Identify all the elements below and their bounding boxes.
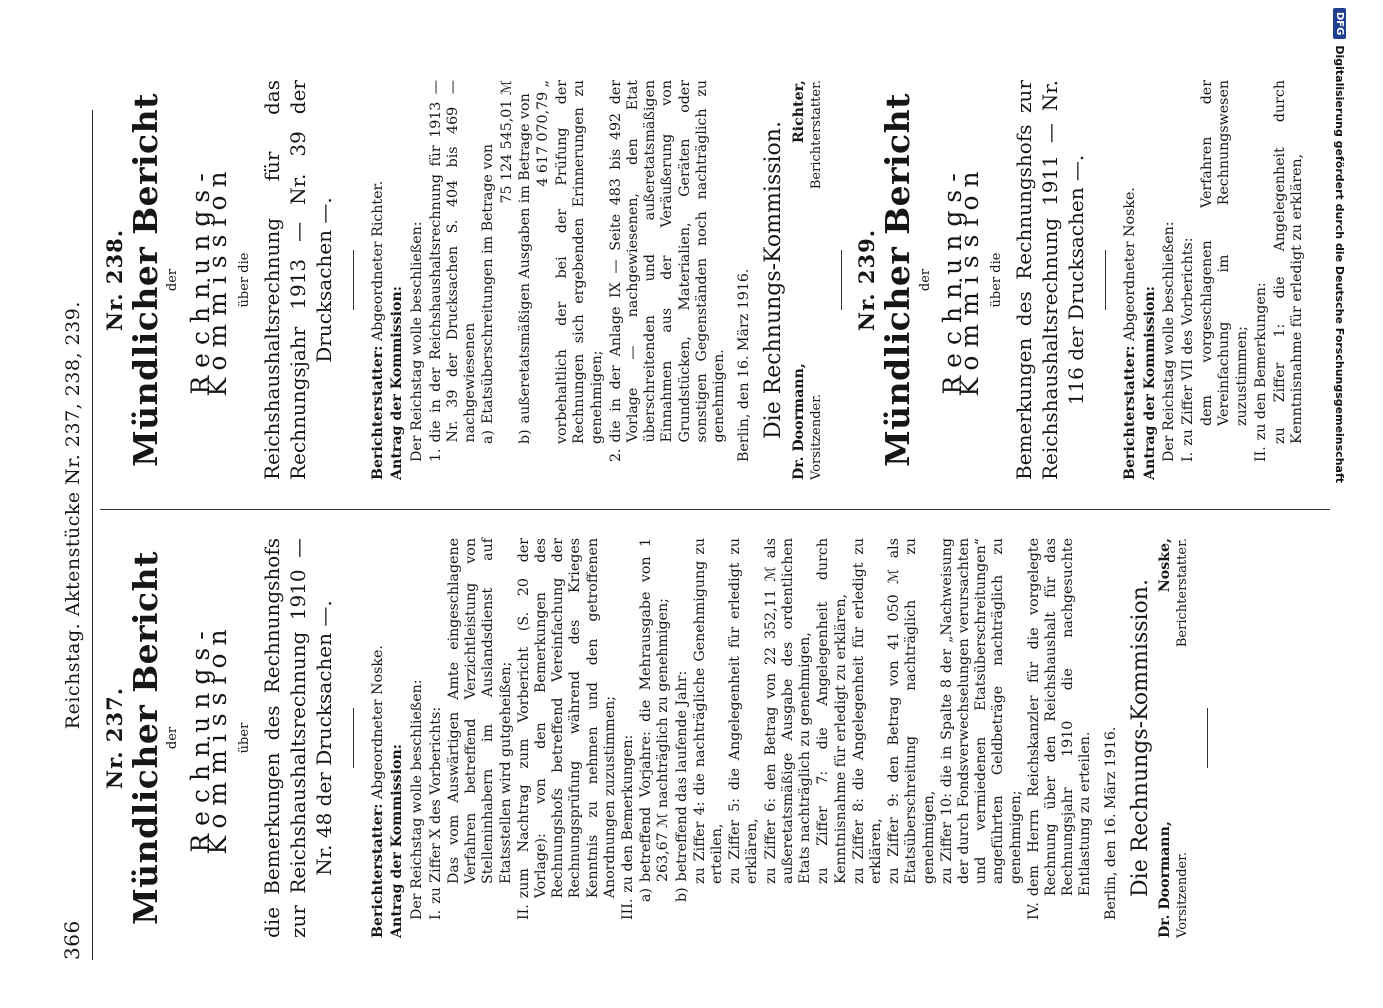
short-rule xyxy=(353,250,354,310)
resolution-intro: Der Reichstag wolle beschließen: xyxy=(1160,221,1177,462)
list-item: zu Ziffer 1: die Angelegenheit durch Kenntnisnahme für erledigt zu erklären, xyxy=(1271,80,1306,444)
antrag-label: Antrag der Kommission: xyxy=(389,285,406,480)
commission-name: Rechnungs-Kommission xyxy=(185,163,232,397)
amount-a: 75 124 545,01 ℳ xyxy=(498,80,515,204)
list-item: zu Ziffer 5: die Angelegenheit für erledigt zu erklären, xyxy=(727,538,761,884)
signatures xyxy=(791,80,825,480)
short-rule xyxy=(1207,708,1208,768)
list-item: zu Ziffer 7: die Angelegenheit durch Kenntnisnahme für erledigt zu erklären, xyxy=(815,538,849,884)
list-item: IV. dem Herrn Reichskanzler für die vorgelegte Rechnung über den Reichshaushalt für das Rechnungsjahr 1910 die nachgesuchte Entlastung zu erteilen. xyxy=(1025,538,1094,920)
list-item: zu Ziffer 4: die nachträgliche Genehmigung zu erteilen, xyxy=(691,538,726,884)
report-topic: Reichshaushaltsrechnung für das Rechnungsjahr 1913 — Nr. 39 der Drucksachen —. xyxy=(260,80,337,480)
list-item: zu Ziffer 10: die in Spalte 8 der „Nachweisung der durch Fondsverwechselungen verursachten und vermiedenen Etatsüberschreitungen“ angeführten Geldbeträge nachträglich zu genehmigen; xyxy=(938,538,1024,884)
chair-role: Vorsitzender. xyxy=(1175,851,1191,938)
signatures xyxy=(1157,538,1191,938)
commission-signature: Die Rechnungs-Kommission. xyxy=(1127,579,1153,897)
berichterstatter-label: Berichterstatter: xyxy=(370,345,387,480)
reporter-name: Noske, xyxy=(1156,538,1173,593)
title-ueber: über die xyxy=(237,252,253,308)
reporter-role: Berichterstatter. xyxy=(808,80,824,190)
berichterstatter: Abgeordneter Noske. xyxy=(1122,187,1139,341)
list-item: Das vom Auswärtigen Amte eingeschlagene Verfahren betreffend Verzichtleistung von Stelleninhabern im Auslandsdienst auf Etatsstellen wird gutgeheißen; xyxy=(446,538,514,884)
title-ueber: über xyxy=(237,722,253,754)
report-title: Mündlicher Bericht xyxy=(126,93,166,467)
report-date: Berlin, den 16. März 1916. xyxy=(1102,726,1119,920)
commission-name: Rechnungs-Kommission xyxy=(937,163,984,397)
short-rule xyxy=(1105,250,1106,310)
title-der: der xyxy=(917,268,933,292)
reporter-role: Berichterstatter. xyxy=(1175,538,1191,648)
report-number: Nr. 237. xyxy=(102,686,127,790)
report-date: Berlin, den 16. März 1916. xyxy=(736,268,753,462)
berichterstatter-label: Berichterstatter: xyxy=(370,803,387,938)
commission-name: Rechnungs-Kommission xyxy=(185,621,232,855)
antrag-label: Antrag der Kommission: xyxy=(389,743,406,938)
column-left xyxy=(100,538,1303,938)
list-item: a) betreffend Vorjahre: die Mehrausgabe von 1 263,67 ℳ nachträglich zu genehmigen; xyxy=(638,538,672,902)
list-item: II. zu den Bemerkungen: xyxy=(1252,282,1269,462)
running-header xyxy=(60,110,93,960)
list-item: zu Ziffer 8: die Angelegenheit für erledigt zu erklären, xyxy=(850,538,884,884)
reporter-name: Richter, xyxy=(790,80,807,144)
chair-role: Vorsitzender. xyxy=(808,393,824,480)
digitization-credit xyxy=(1328,8,1352,1008)
antrag-label: Antrag der Kommission: xyxy=(1141,285,1158,480)
report-topic: die Bemerkungen des Rechnungshofs zur Reichshaushaltsrechnung 1910 — Nr. 48 der Drucksachen —. xyxy=(260,538,337,938)
credit-text: Digitalisierung gefördert durch die Deutsche Forschungsgemeinschaft xyxy=(1333,45,1347,484)
list-item: zu Ziffer 9: den Betrag von 41 050 ℳ als Etatsüberschreitung nachträglich zu genehmigen, xyxy=(886,538,937,884)
title-der: der xyxy=(165,726,181,750)
report-number: Nr. 239. xyxy=(854,228,880,332)
report-title: Mündlicher Bericht xyxy=(126,551,166,925)
amount-b: 4 617 070,79 „ xyxy=(535,80,552,187)
list-item: 2. die in der Anlage IX — Seite 483 bis 492 der Vorlage — nachgewiesenen, den Etat überschreitenden und außeretatsmäßigen Einnahmen aus der Veräußerung von Grundstücken, Materialien, Geräten oder sonstigen Gegenständen noch nachträglich zu genehmigen. xyxy=(607,80,728,462)
short-rule xyxy=(841,250,842,310)
title-ueber: über die xyxy=(989,252,1005,308)
report-topic: Bemerkungen des Rechnungshofs zur Reichshaushaltsrechnung 1911 — Nr. 116 der Drucksachen —. xyxy=(1012,80,1089,480)
running-title: Reichstag. Aktenstücke Nr. 237, 238, 239. xyxy=(62,301,84,730)
list-item: dem vorgeschlagenen Verfahren der Vereinfachung im Rechnungswesen zuzustimmen; xyxy=(1199,80,1250,426)
list-item: b) außeretatsmäßigen Ausgaben im Betrage von xyxy=(516,93,533,444)
list-item: a) Etatsüberschreitungen im Betrage von xyxy=(480,143,497,444)
short-rule xyxy=(353,708,354,768)
berichterstatter: Abgeordneter Noske. xyxy=(370,645,387,799)
berichterstatter: Abgeordneter Richter. xyxy=(370,180,387,341)
berichterstatter-label: Berichterstatter: xyxy=(1122,345,1139,480)
report-number: Nr. 238. xyxy=(102,228,127,332)
commission-signature: Die Rechnungs-Kommission. xyxy=(761,121,787,439)
list-item: b) betreffend das laufende Jahr: xyxy=(673,670,690,902)
column-right xyxy=(100,80,1306,480)
resolution-intro: Der Reichstag wolle beschließen: xyxy=(408,221,425,462)
title-der: der xyxy=(165,268,181,292)
dfg-badge: DFG xyxy=(1334,8,1347,39)
page-number: 366 xyxy=(60,920,84,960)
resolution-intro: Der Reichstag wolle beschließen: xyxy=(408,679,425,920)
item1-tail: vorbehaltlich der bei der Prüfung der Rechnungen sich ergebenden Erinnerungen zu genehmigen; xyxy=(554,80,605,444)
list-item: I. zu Ziffer X des Vorberichts: xyxy=(427,706,444,920)
list-item: III. zu den Bemerkungen: xyxy=(620,734,637,920)
list-item: 1. die in der Reichshaushaltsrechnung für 1913 — Nr. 39 der Drucksachen S. 404 bis 469 — nachgewiesenen xyxy=(427,80,479,462)
list-item: I. zu Ziffer VII des Vorberichts: xyxy=(1179,237,1196,462)
chair-name: Dr. Doormann, xyxy=(790,363,807,480)
column-divider xyxy=(100,509,1330,510)
chair-name: Dr. Doormann, xyxy=(1156,821,1173,938)
list-item: zu Ziffer 6: den Betrag von 22 352,11 ℳ als außeretatsmäßige Ausgabe des ordentlichen Etats nachträglich zu genehmigen, xyxy=(762,538,814,884)
list-item: II. zum Nachtrag zum Vorbericht (S. 20 der Vorlage): von den Bemerkungen des Rechnungshofs betreffend Vereinfachung der Rechnungsprüfung während des Krieges Kenntnis zu nehmen und den getroffenen Anordnungen zuzustimmen; xyxy=(515,538,618,920)
report-title: Mündlicher Bericht xyxy=(878,93,918,467)
